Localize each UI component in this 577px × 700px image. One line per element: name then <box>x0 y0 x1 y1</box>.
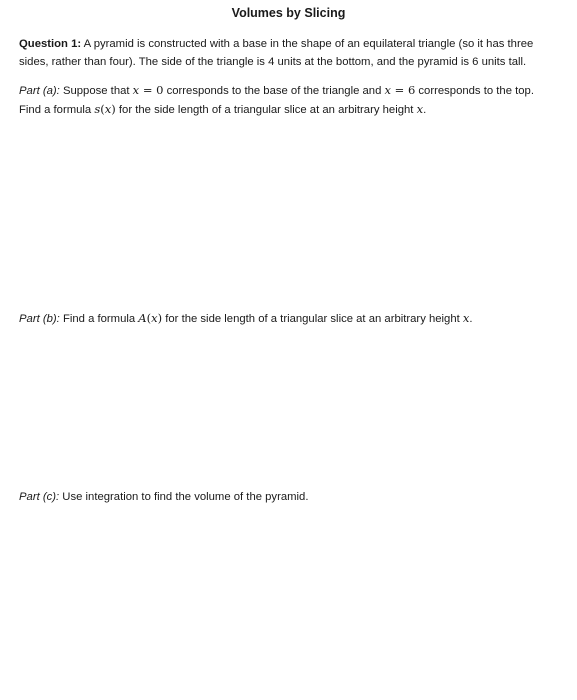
part-a-text-3: corresponds to the top. <box>415 85 534 97</box>
question-1-text-line1: A pyramid is constructed with a base in the shape of an equilateral triangle (so it has three <box>81 38 534 50</box>
part-a-text-2: corresponds to the base of the triangle and <box>163 85 385 97</box>
math-eq-0: = 0 <box>139 83 164 97</box>
math-x-4: x <box>416 101 424 116</box>
part-b <box>19 310 567 329</box>
part-c-label: Part (c): <box>19 491 60 503</box>
part-a-text-6: . <box>423 103 427 116</box>
part-a-text-1: Suppose that <box>59 85 133 97</box>
question-1-text-line2: sides, rather than four). The side of the triangle is 4 units at the bottom, and the pyramid is 6 units tall. <box>19 55 527 68</box>
math-paren-close: ) <box>111 101 116 116</box>
part-b-text-2: for the side length of a triangular slice at an arbitrary height <box>162 313 463 325</box>
math-s: s <box>94 101 101 116</box>
part-a <box>19 82 567 119</box>
math-x-6: x <box>462 311 470 325</box>
math-x-2: x <box>384 83 391 97</box>
part-a-text-4: Find a formula <box>19 103 95 116</box>
part-b-text-3: . <box>469 313 473 325</box>
part-b-label: Part (b): <box>19 313 60 325</box>
part-b-text-1: Find a formula <box>59 313 139 325</box>
math-x-1: x <box>132 83 140 97</box>
math-x-5: x <box>151 311 158 325</box>
page-title: Volumes by Slicing <box>231 6 346 20</box>
math-paren-open: ( <box>100 101 105 116</box>
math-paren-open-b: ( <box>146 311 152 325</box>
part-a-label: Part (a): <box>19 85 60 97</box>
math-eq-6: = 6 <box>391 83 416 97</box>
question-1-label: Question 1: <box>19 38 82 50</box>
part-c-text: Use integration to find the volume of the pyramid. <box>59 491 309 503</box>
math-paren-close-b: ) <box>157 311 163 325</box>
part-a-text-5: for the side length of a triangular slice at an arbitrary height <box>115 103 417 116</box>
math-A: A <box>138 311 147 325</box>
question-1 <box>19 36 567 71</box>
math-x-3: x <box>104 101 112 116</box>
part-c <box>19 489 567 507</box>
